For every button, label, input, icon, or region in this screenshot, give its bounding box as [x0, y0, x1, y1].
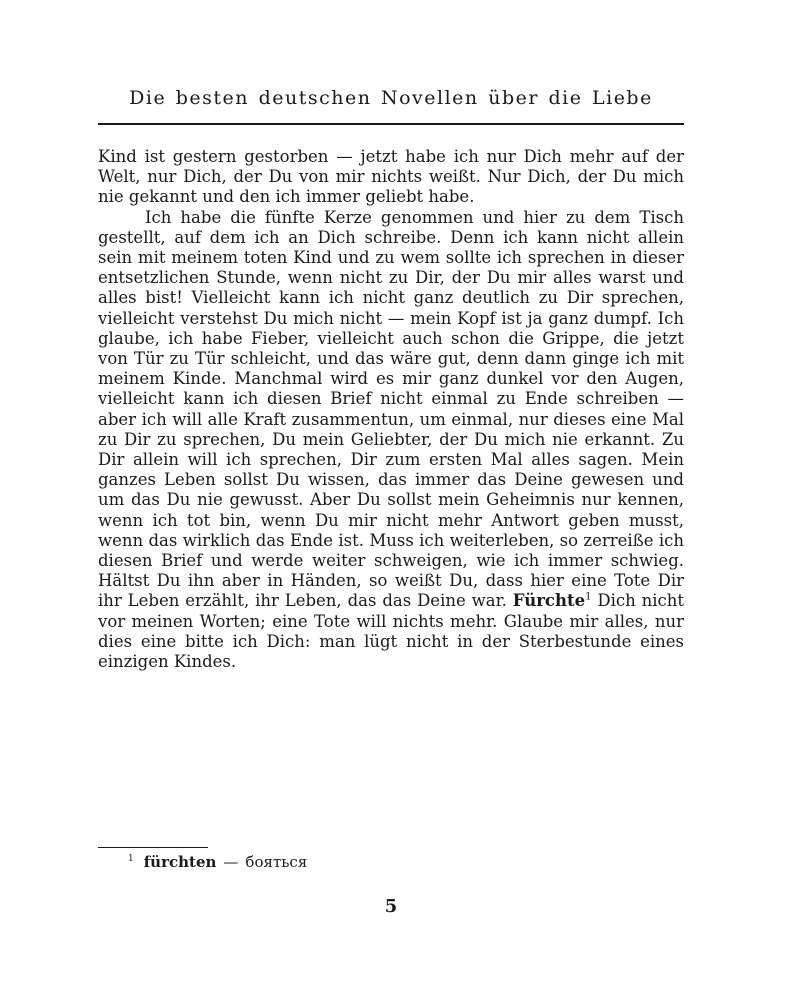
footnote-translation: бояться: [245, 853, 308, 871]
paragraph-2: [98, 208, 684, 673]
paragraph-2-text-end: Dich nicht vor meinen Worten; eine Tote will nichts mehr. Glaube mir alles, nur dies eine bitte ich Dich: man lügt nicht in der Sterbestunde eines einzigen Kindes.: [98, 591, 684, 672]
footnote-term: fürchten: [143, 853, 217, 871]
running-title: Die besten deutschen Novellen über die Liebe: [129, 87, 653, 109]
footnote-mark: 1: [128, 854, 134, 864]
footnote: [128, 852, 307, 872]
paragraph-1: Kind ist gestern gestorben — jetzt habe ich nur Dich mehr auf der Welt, nur Dich, der Du von mir nichts weißt. Nur Dich, der Du mich nie gekannt und den ich immer geliebt habe.: [98, 147, 684, 207]
main-text: [98, 147, 684, 672]
footnote-reference: 1: [585, 591, 592, 603]
page-number: 5: [384, 896, 398, 917]
paragraph-2-text-start: Ich habe die fünfte Kerze genommen und hier zu dem Tisch gestellt, auf dem ich an Dich schreibe. Denn ich kann nicht allein sein mit meinem toten Kind und zu wem sollte ich sprechen in dieser entsetzlichen Stunde, wenn nicht zu Dir, der Du mir alles warst und alles bist! Vielleicht kann ich nicht ganz deutlich zu Dir sprechen, vielleicht verstehst Du mich nicht — mein Kopf ist ja ganz dumpf. Ich glaube, ich habe Fieber, vielleicht auch schon die Grippe, die jetzt von Tür zu Tür schleicht, und das wäre gut, denn dann ginge ich mit meinem Kinde. Manchmal wird es mir ganz dunkel vor den Augen, vielleicht kann ich diesen Brief nicht einmal zu Ende schreiben — aber ich will alle Kraft zusammentun, um einmal, nur dieses eine Mal zu Dir zu sprechen, Du mein Geliebter, der Du mich nie erkannt. Zu Dir allein will ich sprechen, Dir zum ersten Mal alles sagen. Mein ganzes Leben sollst Du wissen, das immer das Deine gewesen und um das Du nie gewusst. Aber Du sollst mein Geheimnis nur kennen, wenn ich tot bin, wenn Du mir nicht mehr Antwort geben musst, wenn das wirklich das Ende ist. Muss ich weiterleben, so zerreiße ich diesen Brief und werde weiter schweigen, wie ich immer schwieg. Hältst Du ihn aber in Händen, so weißt Du, dass hier eine Tote Dir ihr Leben erzählt, ihr Leben, das das Deine war.: [98, 207, 684, 611]
header-rule: [98, 123, 684, 125]
footnote-rule: [98, 847, 208, 848]
glossed-word: Fürchte: [512, 591, 586, 611]
footnote-dash: —: [223, 853, 239, 871]
